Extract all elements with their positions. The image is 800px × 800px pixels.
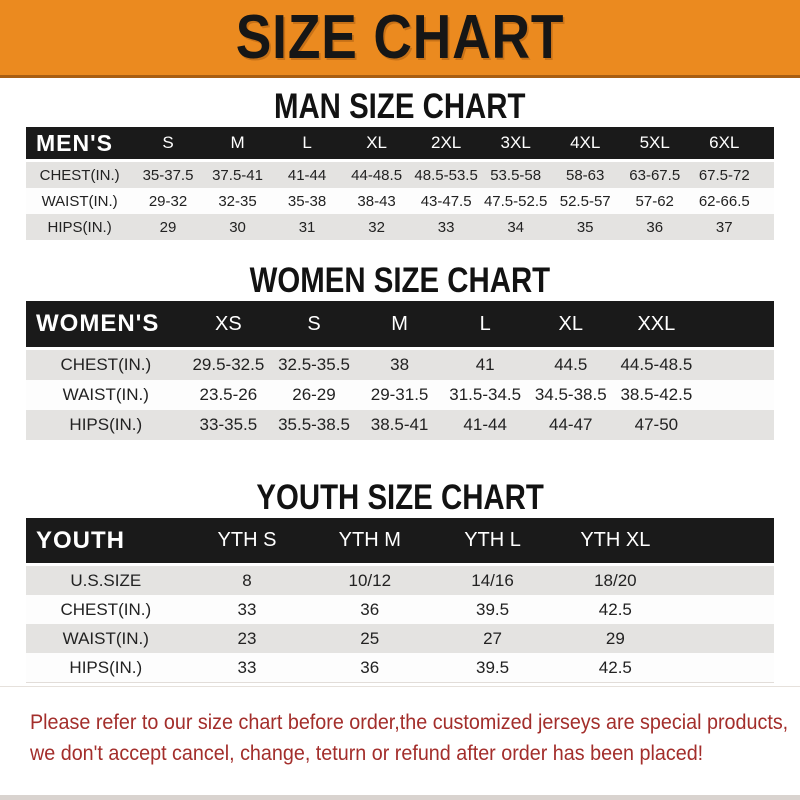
measurement-value: 23.5-26 xyxy=(199,385,258,404)
measurement-value: 38.5-42.5 xyxy=(620,385,693,404)
banner-title: SIZE CHART xyxy=(235,3,565,72)
measurement-label: HIPS(IN.) xyxy=(69,657,143,677)
measurement-row xyxy=(26,653,774,683)
measurement-value: 38.5-41 xyxy=(370,415,429,434)
measurement-row xyxy=(26,188,774,214)
size-column-header: L xyxy=(272,127,342,161)
size-column-header: YTH S xyxy=(186,518,309,565)
size-column-header: M xyxy=(357,301,443,349)
measurement-value: 35.5-38.5 xyxy=(278,415,350,434)
order-policy-note xyxy=(0,707,800,769)
youth-size-table xyxy=(26,518,774,683)
table-corner-label: MEN'S xyxy=(26,127,133,161)
bottom-edge-strip xyxy=(0,795,800,800)
measurement-value: 29-32 xyxy=(148,192,188,210)
divider-line xyxy=(0,686,800,687)
size-column-header: 3XL xyxy=(481,127,551,161)
filler-cell xyxy=(699,301,774,349)
measurement-value: 41-44 xyxy=(287,166,327,184)
size-column-header: S xyxy=(271,301,357,349)
measurement-value: 41-44 xyxy=(463,415,507,434)
size-header-row xyxy=(26,518,774,565)
size-column-header: 4XL xyxy=(550,127,620,161)
size-column-header: 6XL xyxy=(689,127,759,161)
measurement-value: 29 xyxy=(159,218,177,236)
measurement-value: 62-66.5 xyxy=(698,192,750,210)
measurement-row xyxy=(26,214,774,240)
measurement-label: WAIST(IN.) xyxy=(41,192,118,210)
size-chart-banner xyxy=(0,0,800,78)
measurement-value: 36 xyxy=(646,218,664,236)
measurement-value: 38 xyxy=(390,355,410,374)
measurement-value: 30 xyxy=(229,218,246,236)
measurement-value: 32 xyxy=(368,218,385,236)
measurement-value: 31.5-34.5 xyxy=(449,385,522,404)
measurement-value: 39.5 xyxy=(476,599,510,619)
measurement-label: CHEST(IN.) xyxy=(60,355,152,374)
man-heading-text: MAN SIZE CHART xyxy=(274,87,526,126)
size-column-header: XS xyxy=(186,301,272,349)
filler-cell xyxy=(759,214,774,240)
measurement-value: 32.5-35.5 xyxy=(278,355,350,374)
measurement-value: 67.5-72 xyxy=(698,166,750,184)
measurement-label: CHEST(IN.) xyxy=(39,166,120,184)
measurement-value: 36 xyxy=(360,657,380,677)
size-header-row xyxy=(26,301,774,349)
measurement-value: 14/16 xyxy=(471,570,514,590)
filler-cell xyxy=(699,410,774,440)
order-policy-line-1: Please refer to our size chart before order,the customized jerseys are special products, xyxy=(30,711,789,734)
measurement-value: 35 xyxy=(576,218,594,236)
men-size-table xyxy=(26,127,774,240)
measurement-value: 33 xyxy=(237,657,257,677)
measurement-value: 38-43 xyxy=(357,192,396,210)
size-column-header: 5XL xyxy=(620,127,690,161)
measurement-value: 47.5-52.5 xyxy=(483,192,548,210)
filler-cell xyxy=(759,161,774,189)
size-column-header: XXL xyxy=(614,301,700,349)
measurement-row xyxy=(26,624,774,653)
measurement-value: 44-48.5 xyxy=(351,166,403,184)
measurement-value: 29-31.5 xyxy=(370,385,429,404)
measurement-value: 31 xyxy=(298,218,316,236)
man-section-heading xyxy=(0,87,800,127)
measurement-row xyxy=(26,161,774,189)
measurement-value: 33 xyxy=(237,599,257,619)
measurement-label: CHEST(IN.) xyxy=(60,599,152,619)
measurement-value: 29 xyxy=(605,628,625,648)
filler-cell xyxy=(699,349,774,381)
measurement-value: 44.5-48.5 xyxy=(620,355,693,374)
measurement-value: 33 xyxy=(437,218,455,236)
measurement-value: 42.5 xyxy=(598,657,632,677)
filler-cell xyxy=(699,380,774,410)
table-corner-label: YOUTH xyxy=(26,518,186,565)
measurement-value: 44-47 xyxy=(549,415,593,434)
size-column-header: M xyxy=(203,127,273,161)
measurement-value: 34.5-38.5 xyxy=(534,385,607,404)
measurement-value: 18/20 xyxy=(594,570,637,590)
filler-cell xyxy=(677,595,774,624)
measurement-value: 33-35.5 xyxy=(199,415,258,434)
size-column-header: XL xyxy=(342,127,412,161)
youth-section-heading xyxy=(0,478,800,518)
measurement-row xyxy=(26,380,774,410)
measurement-value: 58-63 xyxy=(566,166,605,184)
filler-cell xyxy=(677,624,774,653)
women-size-table xyxy=(26,301,774,440)
measurement-value: 63-67.5 xyxy=(629,166,681,184)
measurement-value: 10/12 xyxy=(348,570,392,590)
measurement-value: 32-35 xyxy=(218,192,257,210)
measurement-value: 25 xyxy=(360,628,380,648)
measurement-value: 47-50 xyxy=(634,415,679,434)
women-heading-text: WOMEN SIZE CHART xyxy=(249,261,551,300)
measurement-value: 37.5-41 xyxy=(212,166,263,184)
filler-cell xyxy=(759,188,774,214)
measurement-row xyxy=(26,565,774,596)
measurement-value: 52.5-57 xyxy=(559,192,611,210)
measurement-value: 36 xyxy=(360,599,380,619)
size-header-row xyxy=(26,127,774,161)
size-column-header: 2XL xyxy=(411,127,481,161)
measurement-label: HIPS(IN.) xyxy=(69,415,143,434)
size-column-header: L xyxy=(442,301,528,349)
measurement-value: 41 xyxy=(475,355,495,374)
measurement-value: 39.5 xyxy=(476,657,510,677)
measurement-value: 35-37.5 xyxy=(142,166,194,184)
size-column-header: YTH M xyxy=(308,518,431,565)
measurement-label: U.S.SIZE xyxy=(70,570,142,590)
filler-cell xyxy=(677,653,774,683)
women-section-heading xyxy=(0,261,800,301)
measurement-value: 42.5 xyxy=(598,599,632,619)
measurement-value: 23 xyxy=(237,628,257,648)
measurement-value: 26-29 xyxy=(292,385,336,404)
filler-cell xyxy=(677,565,774,596)
measurement-value: 34 xyxy=(507,218,524,236)
filler-cell xyxy=(759,127,774,161)
measurement-value: 48.5-53.5 xyxy=(414,166,478,184)
measurement-value: 53.5-58 xyxy=(490,166,542,184)
measurement-row xyxy=(26,595,774,624)
measurement-row xyxy=(26,349,774,381)
measurement-label: WAIST(IN.) xyxy=(62,385,149,404)
table-corner-label: WOMEN'S xyxy=(26,301,186,349)
measurement-value: 57-62 xyxy=(635,192,674,210)
youth-heading-text: YOUTH SIZE CHART xyxy=(256,478,544,517)
measurement-value: 35-38 xyxy=(287,192,327,210)
measurement-value: 37 xyxy=(715,218,733,236)
measurement-row xyxy=(26,410,774,440)
measurement-label: HIPS(IN.) xyxy=(47,218,112,236)
measurement-value: 27 xyxy=(483,628,502,648)
size-column-header: YTH L xyxy=(431,518,554,565)
order-policy-line-2: we don't accept cancel, change, teturn or refund after order has been placed! xyxy=(30,742,704,765)
measurement-value: 43-47.5 xyxy=(420,192,472,210)
measurement-value: 8 xyxy=(242,570,252,590)
filler-cell xyxy=(677,518,774,565)
size-column-header: XL xyxy=(528,301,614,349)
measurement-label: WAIST(IN.) xyxy=(62,628,149,648)
size-column-header: S xyxy=(133,127,203,161)
measurement-value: 29.5-32.5 xyxy=(192,355,265,374)
measurement-value: 44.5 xyxy=(554,355,588,374)
size-column-header: YTH XL xyxy=(554,518,677,565)
